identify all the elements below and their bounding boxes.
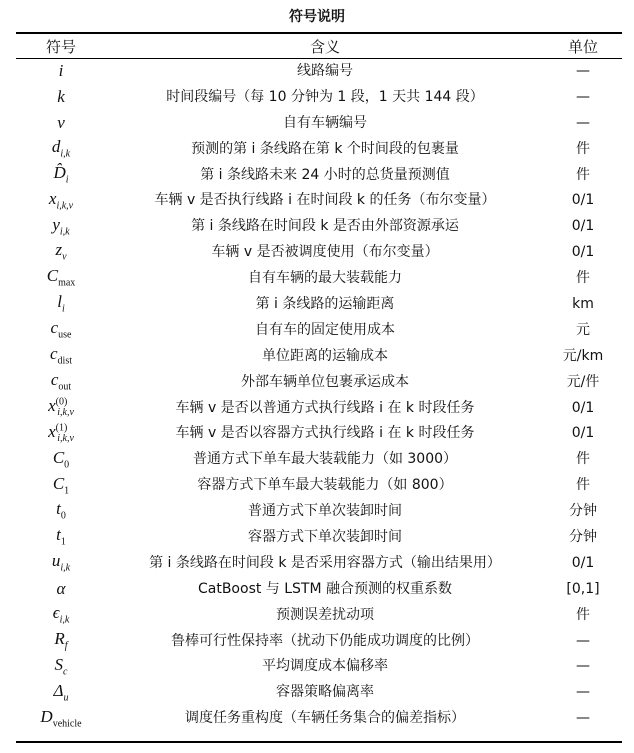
table-title: 符号说明: [289, 9, 345, 25]
unit-cell: 0/1: [571, 192, 595, 209]
symbol-subscript: c: [63, 666, 68, 678]
unit-cell: 件: [576, 451, 590, 468]
symbol-subscript: u: [63, 692, 69, 704]
unit-cell: —: [576, 88, 590, 105]
symbol-cell: [16, 265, 106, 291]
symbol-cell: [16, 420, 106, 446]
symbol-cell: [16, 317, 106, 343]
meaning-cell: 鲁棒可行性保持率（扰动下仍能成功调度的比例）: [171, 632, 479, 649]
unit-cell: 件: [576, 270, 590, 287]
meaning-cell: 普通方式下单车最大装载能力（如 3000）: [192, 451, 458, 468]
header-unit: 单位: [567, 37, 598, 56]
symbol-base: u: [51, 551, 61, 571]
symbol-superscript: (0): [55, 396, 68, 408]
header-row: [16, 34, 622, 58]
table-row: [16, 420, 622, 446]
bottom-rule: [16, 741, 622, 743]
unit-cell: —: [576, 684, 590, 701]
unit-cell: km: [572, 295, 594, 312]
meaning-cell: 车辆 v 是否被调度使用（布尔变量）: [211, 244, 439, 261]
unit-cell: 0/1: [571, 218, 595, 235]
table-row: [16, 58, 622, 84]
symbol-cell: [16, 291, 106, 317]
meaning-cell: 第 i 条线路的运输距离: [255, 295, 395, 312]
symbol-subscript: 1: [64, 484, 70, 496]
meaning-cell: 平均调度成本偏移率: [262, 658, 388, 675]
table-row: [16, 162, 622, 188]
table-row: [16, 84, 622, 110]
unit-cell: —: [576, 114, 590, 131]
symbol-base: l: [57, 292, 62, 312]
symbol-base: z: [55, 240, 63, 260]
symbol-subscript: i,k: [60, 148, 71, 160]
unit-cell: 0/1: [571, 425, 595, 442]
meaning-cell: 第 i 条线路在时间段 k 是否由外部资源承运: [191, 218, 459, 235]
table-row: [16, 679, 622, 705]
table-row: [16, 343, 622, 369]
symbol-base: t: [56, 525, 61, 545]
symbol-cell: [16, 162, 106, 188]
symbol-subscript: max: [58, 277, 76, 289]
symbol-base: c: [50, 344, 58, 364]
table-row: [16, 705, 622, 731]
symbol-base: y: [52, 214, 60, 234]
symbol-base: R: [54, 628, 65, 648]
symbol-subscript: i,k,v: [57, 433, 74, 445]
table-row: [16, 628, 622, 654]
table-row: [16, 265, 622, 291]
symbol-subscript: i: [61, 303, 65, 315]
unit-cell: 件: [576, 606, 590, 623]
symbol-cell: [16, 84, 106, 110]
symbol-subscript: use: [58, 329, 72, 341]
symbol-base: S: [54, 654, 64, 674]
symbol-subscript: i,k: [60, 562, 71, 574]
symbol-subscript: i,k: [59, 614, 70, 626]
meaning-cell: 线路编号: [297, 62, 353, 79]
unit-cell: 0/1: [571, 554, 595, 571]
table-row: [16, 110, 622, 136]
unit-cell: —: [576, 710, 590, 727]
symbol-base: D: [40, 706, 53, 726]
meaning-cell: 车辆 v 是否执行线路 i 在时间段 k 的任务（布尔变量）: [154, 192, 496, 209]
unit-cell: 件: [576, 166, 590, 183]
meaning-cell: 容器方式下单车最大装载能力（如 800）: [197, 477, 453, 494]
symbol-base: t: [56, 499, 61, 519]
table-row: [16, 576, 622, 602]
symbol-base: k: [57, 87, 65, 107]
meaning-cell: 普通方式下单次装卸时间: [248, 503, 402, 520]
symbol-cell: [16, 369, 106, 395]
symbol-table: [16, 34, 622, 731]
unit-cell: [0,1]: [566, 580, 600, 597]
symbol-subscript: 1: [60, 536, 66, 548]
symbol-subscript: i,k,v: [56, 200, 74, 212]
symbol-cell: [16, 446, 106, 472]
table-body: [16, 58, 622, 731]
symbol-cell: [16, 187, 106, 213]
symbol-cell: [16, 498, 106, 524]
symbol-cell: [16, 679, 106, 705]
unit-cell: 分钟: [569, 528, 597, 545]
table-row: [16, 395, 622, 421]
unit-cell: 0/1: [571, 399, 595, 416]
table-row: [16, 472, 622, 498]
symbol-base: x: [48, 188, 57, 208]
symbol-base: i: [58, 61, 64, 81]
symbol-cell: [16, 136, 106, 162]
symbol-cell: [16, 524, 106, 550]
table-row: [16, 213, 622, 239]
symbol-cell: [16, 239, 106, 265]
meaning-cell: 自有车辆的最大装载能力: [248, 270, 402, 287]
meaning-cell: 时间段编号（每 10 分钟为 1 段，1 天共 144 段）: [166, 88, 484, 105]
table-row: [16, 136, 622, 162]
symbol-subscript: dist: [57, 355, 72, 367]
table-row: [16, 446, 622, 472]
meaning-cell: 调度任务重构度（车辆任务集合的偏差指标）: [185, 710, 465, 727]
symbol-base: x: [48, 421, 56, 441]
meaning-cell: 车辆 v 是否以容器方式执行线路 i 在 k 时段任务: [175, 425, 475, 442]
symbol-cell: [16, 705, 106, 731]
table-row: [16, 291, 622, 317]
symbol-base: ϵ: [52, 602, 60, 622]
meaning-cell: 第 i 条线路未来 24 小时的总货量预测值: [200, 166, 450, 183]
symbol-cell: [16, 550, 106, 576]
meaning-cell: 容器方式下单次装卸时间: [248, 528, 402, 545]
unit-cell: 件: [576, 477, 590, 494]
symbol-base: α: [56, 579, 66, 599]
symbol-cell: [16, 472, 106, 498]
unit-cell: —: [576, 62, 590, 79]
symbol-base: v: [57, 113, 65, 133]
symbol-subscript: i,k: [59, 225, 70, 237]
symbol-cell: [16, 576, 106, 602]
header-symbol: 符号: [45, 37, 76, 56]
meaning-cell: 外部车辆单位包裹承运成本: [241, 373, 409, 390]
symbol-cell: [16, 110, 106, 136]
table-row: [16, 239, 622, 265]
symbol-subscript: 0: [64, 459, 70, 470]
symbol-cell: [16, 628, 106, 654]
unit-cell: —: [576, 632, 590, 649]
symbol-cell: [16, 602, 106, 628]
symbol-subscript: i: [65, 174, 69, 186]
unit-cell: 0/1: [571, 244, 595, 261]
symbol-base: D̂: [53, 162, 66, 182]
symbol-subscript: i,k,v: [57, 407, 74, 419]
symbol-base: c: [50, 318, 59, 338]
symbol-base: C: [52, 473, 65, 493]
meaning-cell: 自有车的固定使用成本: [255, 321, 395, 338]
unit-cell: 件: [576, 140, 590, 157]
symbol-cell: [16, 213, 106, 239]
symbol-base: Δ: [53, 680, 64, 700]
unit-cell: —: [576, 658, 590, 675]
table-row: [16, 653, 622, 679]
meaning-cell: 预测的第 i 条线路在第 k 个时间段的包裹量: [191, 140, 459, 157]
table-row: [16, 524, 622, 550]
meaning-cell: 第 i 条线路在时间段 k 是否采用容器方式（输出结果用）: [149, 554, 501, 571]
symbol-base: C: [46, 266, 59, 286]
unit-cell: 分钟: [569, 503, 597, 520]
header-meaning: 含义: [309, 37, 340, 56]
table-row: [16, 317, 622, 343]
symbol-subscript: f: [64, 640, 68, 652]
symbol-superscript: (1): [55, 422, 68, 434]
symbol-base: x: [48, 395, 56, 415]
symbol-cell: [16, 58, 106, 84]
meaning-cell: 预测误差扰动项: [276, 606, 374, 623]
symbol-subscript: v: [62, 251, 67, 263]
symbol-subscript: out: [58, 381, 72, 393]
symbol-cell: [16, 395, 106, 421]
unit-cell: 元: [576, 321, 590, 338]
table-row: [16, 498, 622, 524]
symbol-base: c: [50, 369, 59, 389]
meaning-cell: 单位距离的运输成本: [262, 347, 388, 364]
meaning-cell: 容器策略偏离率: [276, 684, 374, 701]
symbol-cell: [16, 343, 106, 369]
table-row: [16, 602, 622, 628]
table-row: [16, 369, 622, 395]
symbol-base: C: [52, 447, 65, 467]
symbol-cell: [16, 653, 106, 679]
symbol-subscript: vehicle: [52, 717, 82, 729]
symbol-subscript: 0: [60, 510, 66, 522]
symbol-base: d: [51, 136, 61, 156]
meaning-cell: 车辆 v 是否以普通方式执行线路 i 在 k 时段任务: [175, 399, 475, 416]
unit-cell: 元/km: [562, 347, 604, 364]
meaning-cell: CatBoost 与 LSTM 融合预测的权重系数: [197, 580, 453, 597]
table-row: [16, 550, 622, 576]
meaning-cell: 自有车辆编号: [283, 114, 367, 131]
unit-cell: 元/件: [566, 373, 600, 390]
table-row: [16, 187, 622, 213]
